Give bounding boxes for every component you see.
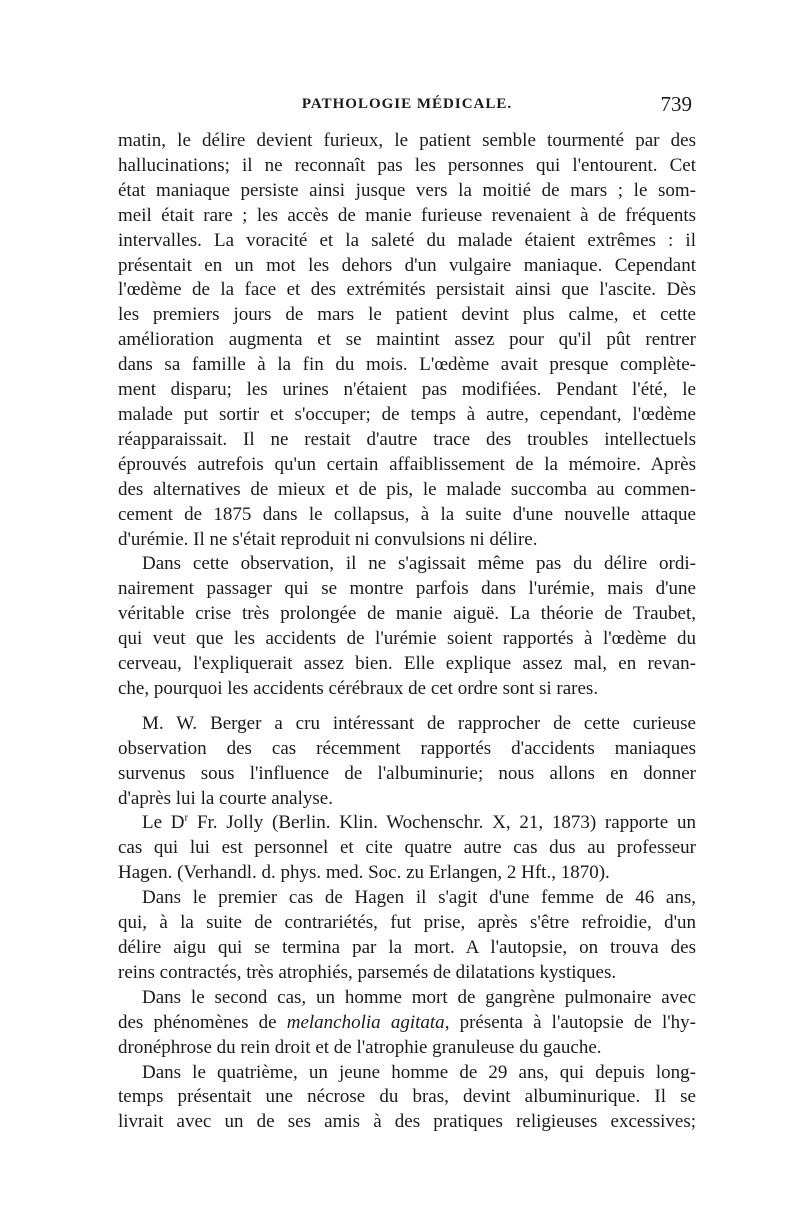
- text-line: Dans le premier cas de Hagen il s'agit d'une femme de 46 ans,: [142, 887, 696, 909]
- text-line: Dans cette observation, il ne s'agissait même pas du délire ordi-: [142, 553, 696, 575]
- paragraph-continuation: [118, 911, 696, 986]
- text-line: malade put sortir et s'occuper; de temps à autre, cependant, l'œdème: [118, 403, 696, 425]
- paragraph-continuation: [118, 836, 696, 886]
- text-line: temps présentait une nécrose du bras, devint albuminurique. Il se: [118, 1086, 696, 1108]
- paragraph: [118, 712, 696, 737]
- text-line: observation des cas récemment rapportés d'accidents maniaques: [118, 737, 696, 759]
- text-line: Dans le second cas, un homme mort de gangrène pulmonaire avec: [142, 986, 696, 1008]
- paragraph: [118, 1061, 696, 1086]
- text-line: des phénomènes de melancholia agitata, présenta à l'autopsie de l'hy-: [118, 1011, 697, 1033]
- text-line: reins contractés, très atrophiés, parsemés de dilatations kystiques.: [118, 961, 617, 983]
- text-line: les premiers jours de mars le patient devint plus calme, et cette: [118, 304, 696, 326]
- paragraph-continuation: [118, 1085, 696, 1135]
- text-line: réapparaissait. Il ne restait d'autre trace des troubles intellectuels: [118, 428, 696, 450]
- text-line: Le $D^r$ Fr. Jolly (Berlin. Klin. Wochenschr. X, 21, 1873) rapporte un: [142, 812, 696, 834]
- text-line: cement de 1875 dans le collapsus, à la suite d'une nouvelle attaque: [118, 503, 696, 525]
- paragraph: [118, 886, 696, 911]
- paragraph: [118, 129, 696, 552]
- page-header: [118, 92, 696, 122]
- text-line: éprouvés autrefois qu'un certain affaiblissement de la mémoire. Après: [118, 453, 696, 475]
- text-line: che, pourquoi les accidents cérébraux de cet ordre sont si rares.: [118, 677, 599, 699]
- text-line: intervalles. La voracité et la saleté du malade étaient extrêmes : il: [118, 229, 696, 251]
- text-line: Hagen. (Verhandl. d. phys. med. Soc. zu Erlangen, 2 Hft., 1870).: [118, 862, 610, 884]
- text-line: dronéphrose du rein droit et de l'atrophie granuleuse du gauche.: [118, 1036, 602, 1058]
- paragraph-continuation: [118, 577, 696, 702]
- text-line: ment disparu; les urines n'étaient pas modifiées. Pendant l'été, le: [118, 379, 696, 401]
- text-line: dans sa famille à la fin du mois. L'œdème avait presque complète-: [118, 354, 696, 376]
- paragraph: [118, 552, 696, 577]
- text-line: des alternatives de mieux et de pis, le malade succomba au commen-: [118, 478, 696, 500]
- text-line: délire aigu qui se termina par la mort. A l'autopsie, on trouva des: [118, 937, 696, 958]
- text-line: l'œdème de la face et des extrémités persistait ainsi que l'ascite. Dès: [118, 279, 696, 301]
- running-title: PATHOLOGIE MÉDICALE.: [301, 96, 513, 112]
- text-line: état maniaque persiste ainsi jusque vers la moitié de mars ; le som-: [118, 179, 696, 201]
- paragraph: [118, 811, 696, 836]
- text-line: d'urémie. Il ne s'était reproduit ni convulsions ni délire.: [118, 528, 538, 550]
- text-line: nairement passager qui se montre parfois dans l'urémie, mais d'une: [118, 578, 696, 600]
- text-line: qui, à la suite de contrariétés, fut prise, après s'être refroidie, d'un: [118, 912, 696, 934]
- text-line: livrait avec un de ses amis à des pratiques religieuses excessives;: [118, 1111, 696, 1133]
- paragraph: [118, 986, 696, 1011]
- text-line: matin, le délire devient furieux, le patient semble tourmenté par des: [118, 130, 696, 151]
- body-text: [118, 129, 696, 1135]
- text-line: présentait en un mot les dehors d'un vulgaire maniaque. Cependant: [118, 254, 696, 276]
- text-line: amélioration augmenta et se maintint assez pour qu'il pût rentrer: [118, 329, 696, 351]
- text-line: véritable crise très prolongée de manie aiguë. La théorie de Traubet,: [118, 603, 696, 625]
- page-number: 739: [660, 92, 692, 116]
- text-line: cerveau, l'expliquerait assez bien. Elle explique assez mal, en revan-: [118, 653, 696, 675]
- text-line: cas qui lui est personnel et cite quatre autre cas dus au professeur: [118, 837, 696, 859]
- text-line: M. W. Berger a cru intéressant de rapprocher de cette curieuse: [142, 712, 696, 734]
- text-line: d'après lui la courte analyse.: [118, 787, 333, 809]
- text-line: qui veut que les accidents de l'urémie soient rapportés à l'œdème du: [118, 628, 696, 650]
- text-line: survenus sous l'influence de l'albuminurie; nous allons en donner: [118, 762, 696, 784]
- paragraph-continuation: [118, 1011, 696, 1061]
- text-line: hallucinations; il ne reconnaît pas les personnes qui l'entourent. Cet: [118, 154, 696, 176]
- text-line: meil était rare ; les accès de manie furieuse revenaient à de fréquents: [118, 204, 696, 226]
- text-line: Dans le quatrième, un jeune homme de 29 ans, qui depuis long-: [142, 1061, 696, 1083]
- paragraph-continuation: [118, 737, 696, 812]
